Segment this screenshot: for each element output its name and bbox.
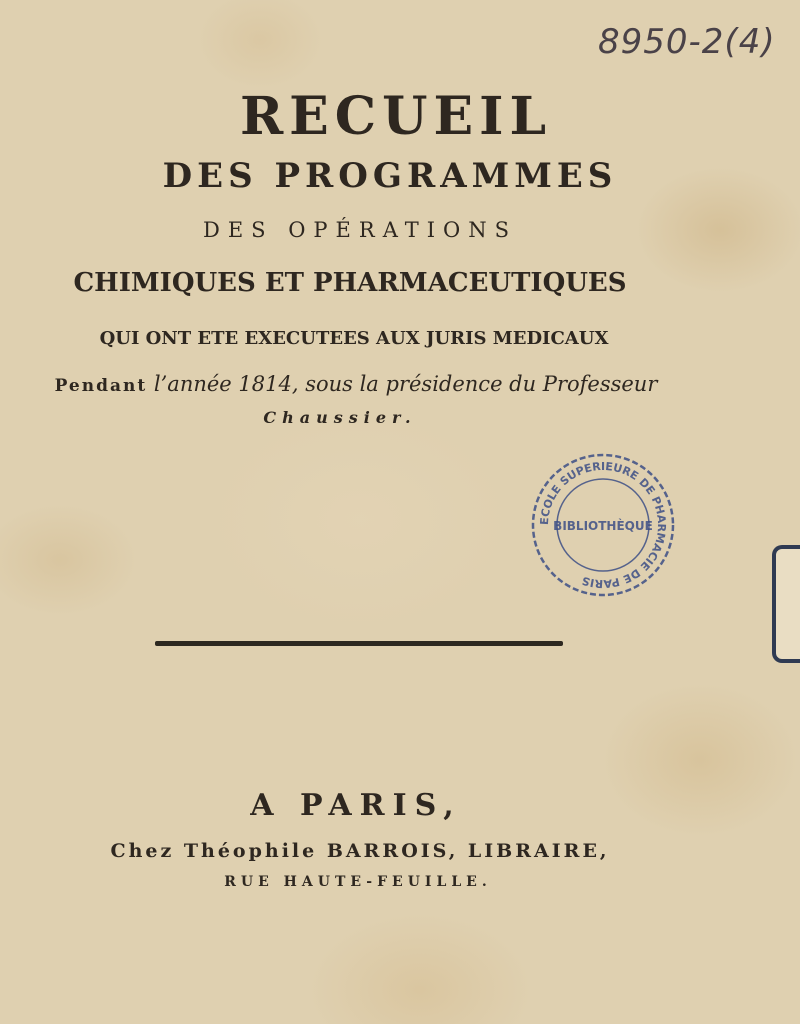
title-juris-medicaux: QUI ONT ETE EXECUTEES AUX JURIS MEDICAUX (99, 328, 609, 349)
binding-tab (772, 545, 800, 663)
title-des-operations: DES OPÉRATIONS (202, 218, 517, 242)
pendant-word: Pendant (54, 376, 148, 396)
title-chaussier: Chaussier. (263, 408, 417, 427)
stamp-outer-text: ECOLE SUPERIEURE DE PHARMACIE DE PARIS (537, 459, 669, 591)
title-recueil: RECUEIL (239, 86, 553, 147)
presidence-text: l’année 1814, sous la présidence du Professeur (147, 372, 658, 396)
imprint-publisher: Chez Théophile BARROIS, LIBRAIRE, (110, 840, 610, 862)
title-chimiques: CHIMIQUES ET PHARMACEUTIQUES (73, 268, 627, 298)
title-pendant-line (0, 372, 756, 396)
shelfmark-annotation: 8950-2(4) (598, 22, 776, 62)
library-stamp (528, 450, 678, 600)
stamp-inner-text: BIBLIOTHÈQUE (553, 519, 653, 533)
title-des-programmes: DES PROGRAMMES (162, 156, 618, 196)
horizontal-rule (155, 641, 563, 646)
imprint-address: RUE HAUTE-FEUILLE. (224, 874, 492, 890)
imprint-city: A PARIS, (250, 788, 462, 823)
